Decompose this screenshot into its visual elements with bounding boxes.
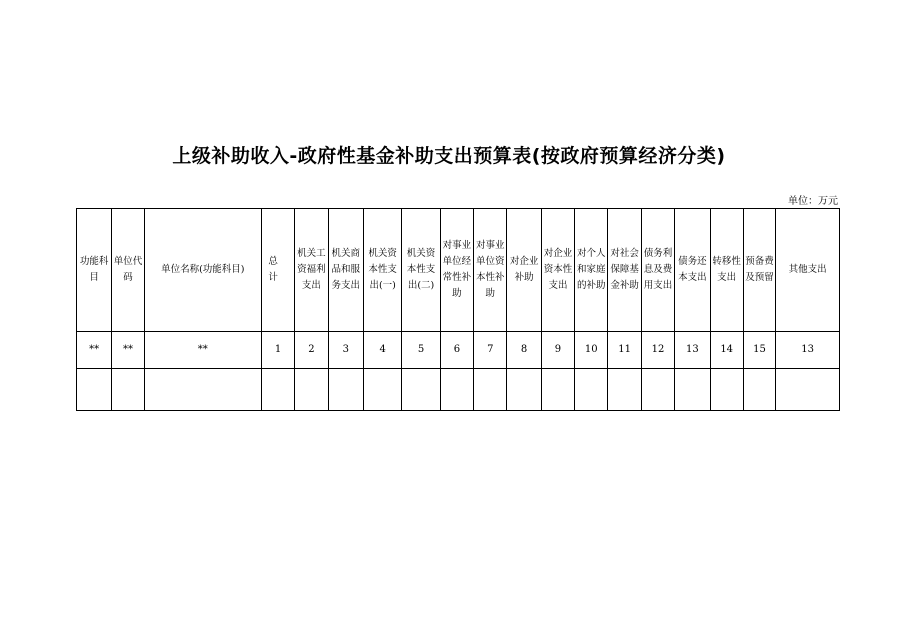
header-cell: 单位名称(功能科目) [144, 209, 261, 332]
header-cell: 对社会保障基金补助 [608, 209, 641, 332]
header-cell: 转移性支出 [710, 209, 743, 332]
index-cell: 1 [261, 332, 294, 369]
index-cell: ** [112, 332, 144, 369]
data-cell [541, 369, 574, 411]
header-cell: 机关工资福利支出 [295, 209, 328, 332]
data-cell [295, 369, 328, 411]
header-cell: 债务利息及费用支出 [641, 209, 674, 332]
data-cell [608, 369, 641, 411]
header-cell: 机关资本性支出(一) [363, 209, 401, 332]
data-cell [261, 369, 294, 411]
data-cell [144, 369, 261, 411]
index-cell: 8 [507, 332, 541, 369]
index-cell: 12 [641, 332, 674, 369]
data-cell [363, 369, 401, 411]
index-cell: 5 [402, 332, 440, 369]
index-cell: 4 [363, 332, 401, 369]
header-cell: 对企业资本性支出 [541, 209, 574, 332]
index-cell: 15 [743, 332, 775, 369]
header-cell: 对个人和家庭的补助 [575, 209, 608, 332]
data-cell [641, 369, 674, 411]
budget-table [76, 208, 840, 411]
page-title: 上级补助收入-政府性基金补助支出预算表(按政府预算经济分类) [172, 145, 726, 167]
data-cell [743, 369, 775, 411]
unit-label: 单位：万元 [788, 196, 838, 207]
header-cell: 其他支出 [776, 209, 840, 332]
index-row [77, 332, 840, 369]
data-cell [474, 369, 507, 411]
index-cell: 14 [710, 332, 743, 369]
data-cell [776, 369, 840, 411]
empty-data-row [77, 369, 840, 411]
data-cell [328, 369, 363, 411]
index-cell: 11 [608, 332, 641, 369]
index-cell: 9 [541, 332, 574, 369]
header-cell: 对事业单位资本性补助 [474, 209, 507, 332]
header-cell: 预备费及预留 [743, 209, 775, 332]
index-cell: 10 [575, 332, 608, 369]
data-cell [710, 369, 743, 411]
data-cell [112, 369, 144, 411]
data-cell [77, 369, 112, 411]
data-cell [507, 369, 541, 411]
index-cell: ** [77, 332, 112, 369]
index-cell: 2 [295, 332, 328, 369]
header-cell: 机关资本性支出(二) [402, 209, 440, 332]
data-cell [575, 369, 608, 411]
index-cell: 13 [675, 332, 710, 369]
data-cell [440, 369, 473, 411]
header-cell: 机关商品和服务支出 [328, 209, 363, 332]
data-cell [402, 369, 440, 411]
header-cell: 功能科目 [77, 209, 112, 332]
header-cell: 总计 [261, 209, 294, 332]
header-cell: 对事业单位经常性补助 [440, 209, 473, 332]
index-cell: 13 [776, 332, 840, 369]
data-cell [675, 369, 710, 411]
header-cell: 单位代码 [112, 209, 144, 332]
index-cell: 6 [440, 332, 473, 369]
index-cell: ** [144, 332, 261, 369]
header-row [77, 209, 840, 332]
index-cell: 7 [474, 332, 507, 369]
header-cell: 债务还本支出 [675, 209, 710, 332]
index-cell: 3 [328, 332, 363, 369]
header-cell: 对企业补助 [507, 209, 541, 332]
